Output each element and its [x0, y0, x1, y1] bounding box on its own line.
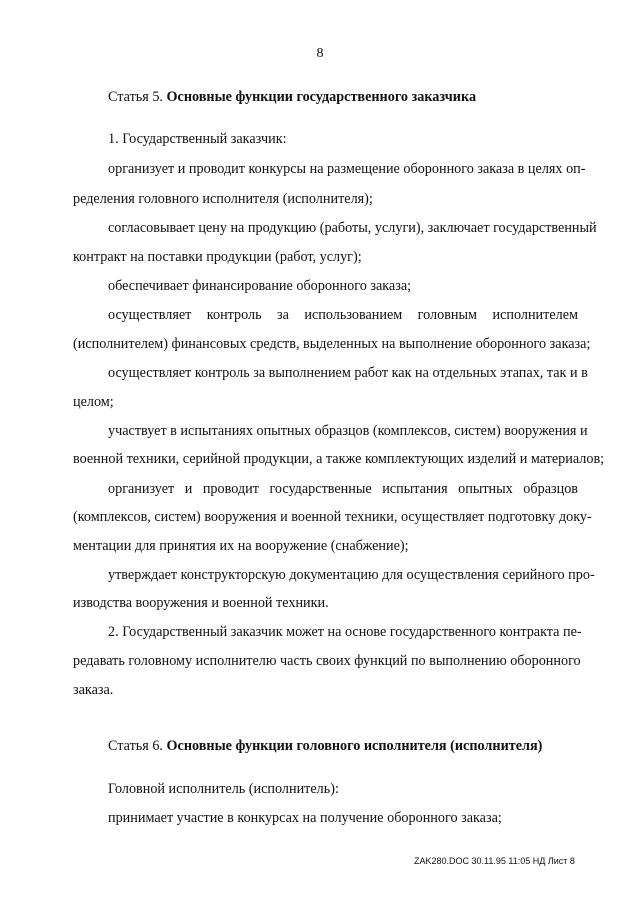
paragraph-line: согласовывает цену на продукцию (работы, услуги), заключает государственный	[108, 220, 597, 236]
paragraph-line: заказа.	[73, 682, 114, 698]
paragraph-line: 1. Государственный заказчик:	[108, 131, 287, 147]
paragraph-line: организует и проводит государственные испытания опытных образцов	[108, 481, 578, 497]
paragraph-line: (исполнителем) финансовых средств, выделенных на выполнение оборонного заказа;	[73, 336, 591, 352]
paragraph-line: (комплексов, систем) вооружения и военной техники, осуществляет подготовку доку-	[73, 509, 592, 525]
paragraph-line: утверждает конструкторскую документацию для осуществления серийного про-	[108, 567, 595, 583]
paragraph-line: изводства вооружения и военной техники.	[73, 595, 329, 611]
document-footer: ZAK280.DOC 30.11.95 11:05 НД Лист 8	[414, 856, 575, 866]
page-number: 8	[316, 46, 324, 61]
paragraph-line: принимает участие в конкурсах на получение оборонного заказа;	[108, 810, 502, 826]
paragraph-line: Головной исполнитель (исполнитель):	[108, 781, 339, 797]
paragraph-line: военной техники, серийной продукции, а также комплектующих изделий и материалов;	[73, 451, 605, 467]
paragraph-line: ределения головного исполнителя (исполнителя);	[73, 191, 373, 207]
paragraph-line: обеспечивает финансирование оборонного заказа;	[108, 278, 412, 294]
paragraph-line: контракт на поставки продукции (работ, услуг);	[73, 249, 362, 265]
article-5-heading	[108, 89, 476, 106]
paragraph-line: осуществляет контроль за использованием головным исполнителем	[108, 307, 578, 323]
article-5-title: Основные функции государственного заказчика	[166, 89, 477, 105]
paragraph-line: 2. Государственный заказчик может на основе государственного контракта пе-	[108, 624, 582, 640]
paragraph-line: организует и проводит конкурсы на размещение оборонного заказа в целях оп-	[108, 161, 586, 177]
paragraph-line: ментации для принятия их на вооружение (снабжение);	[73, 538, 409, 554]
article-6-prefix: Статья 6.	[108, 738, 163, 754]
article-6-title: Основные функции головного исполнителя (исполнителя)	[166, 738, 543, 754]
paragraph-line: редавать головному исполнителю часть своих функций по выполнению оборонного	[73, 653, 581, 669]
paragraph-line: целом;	[73, 394, 114, 410]
article-6-heading	[108, 738, 542, 755]
paragraph-line: участвует в испытаниях опытных образцов (комплексов, систем) вооружения и	[108, 423, 588, 439]
paragraph-line: осуществляет контроль за выполнением работ как на отдельных этапах, так и в	[108, 365, 588, 381]
article-5-prefix: Статья 5.	[108, 89, 163, 105]
